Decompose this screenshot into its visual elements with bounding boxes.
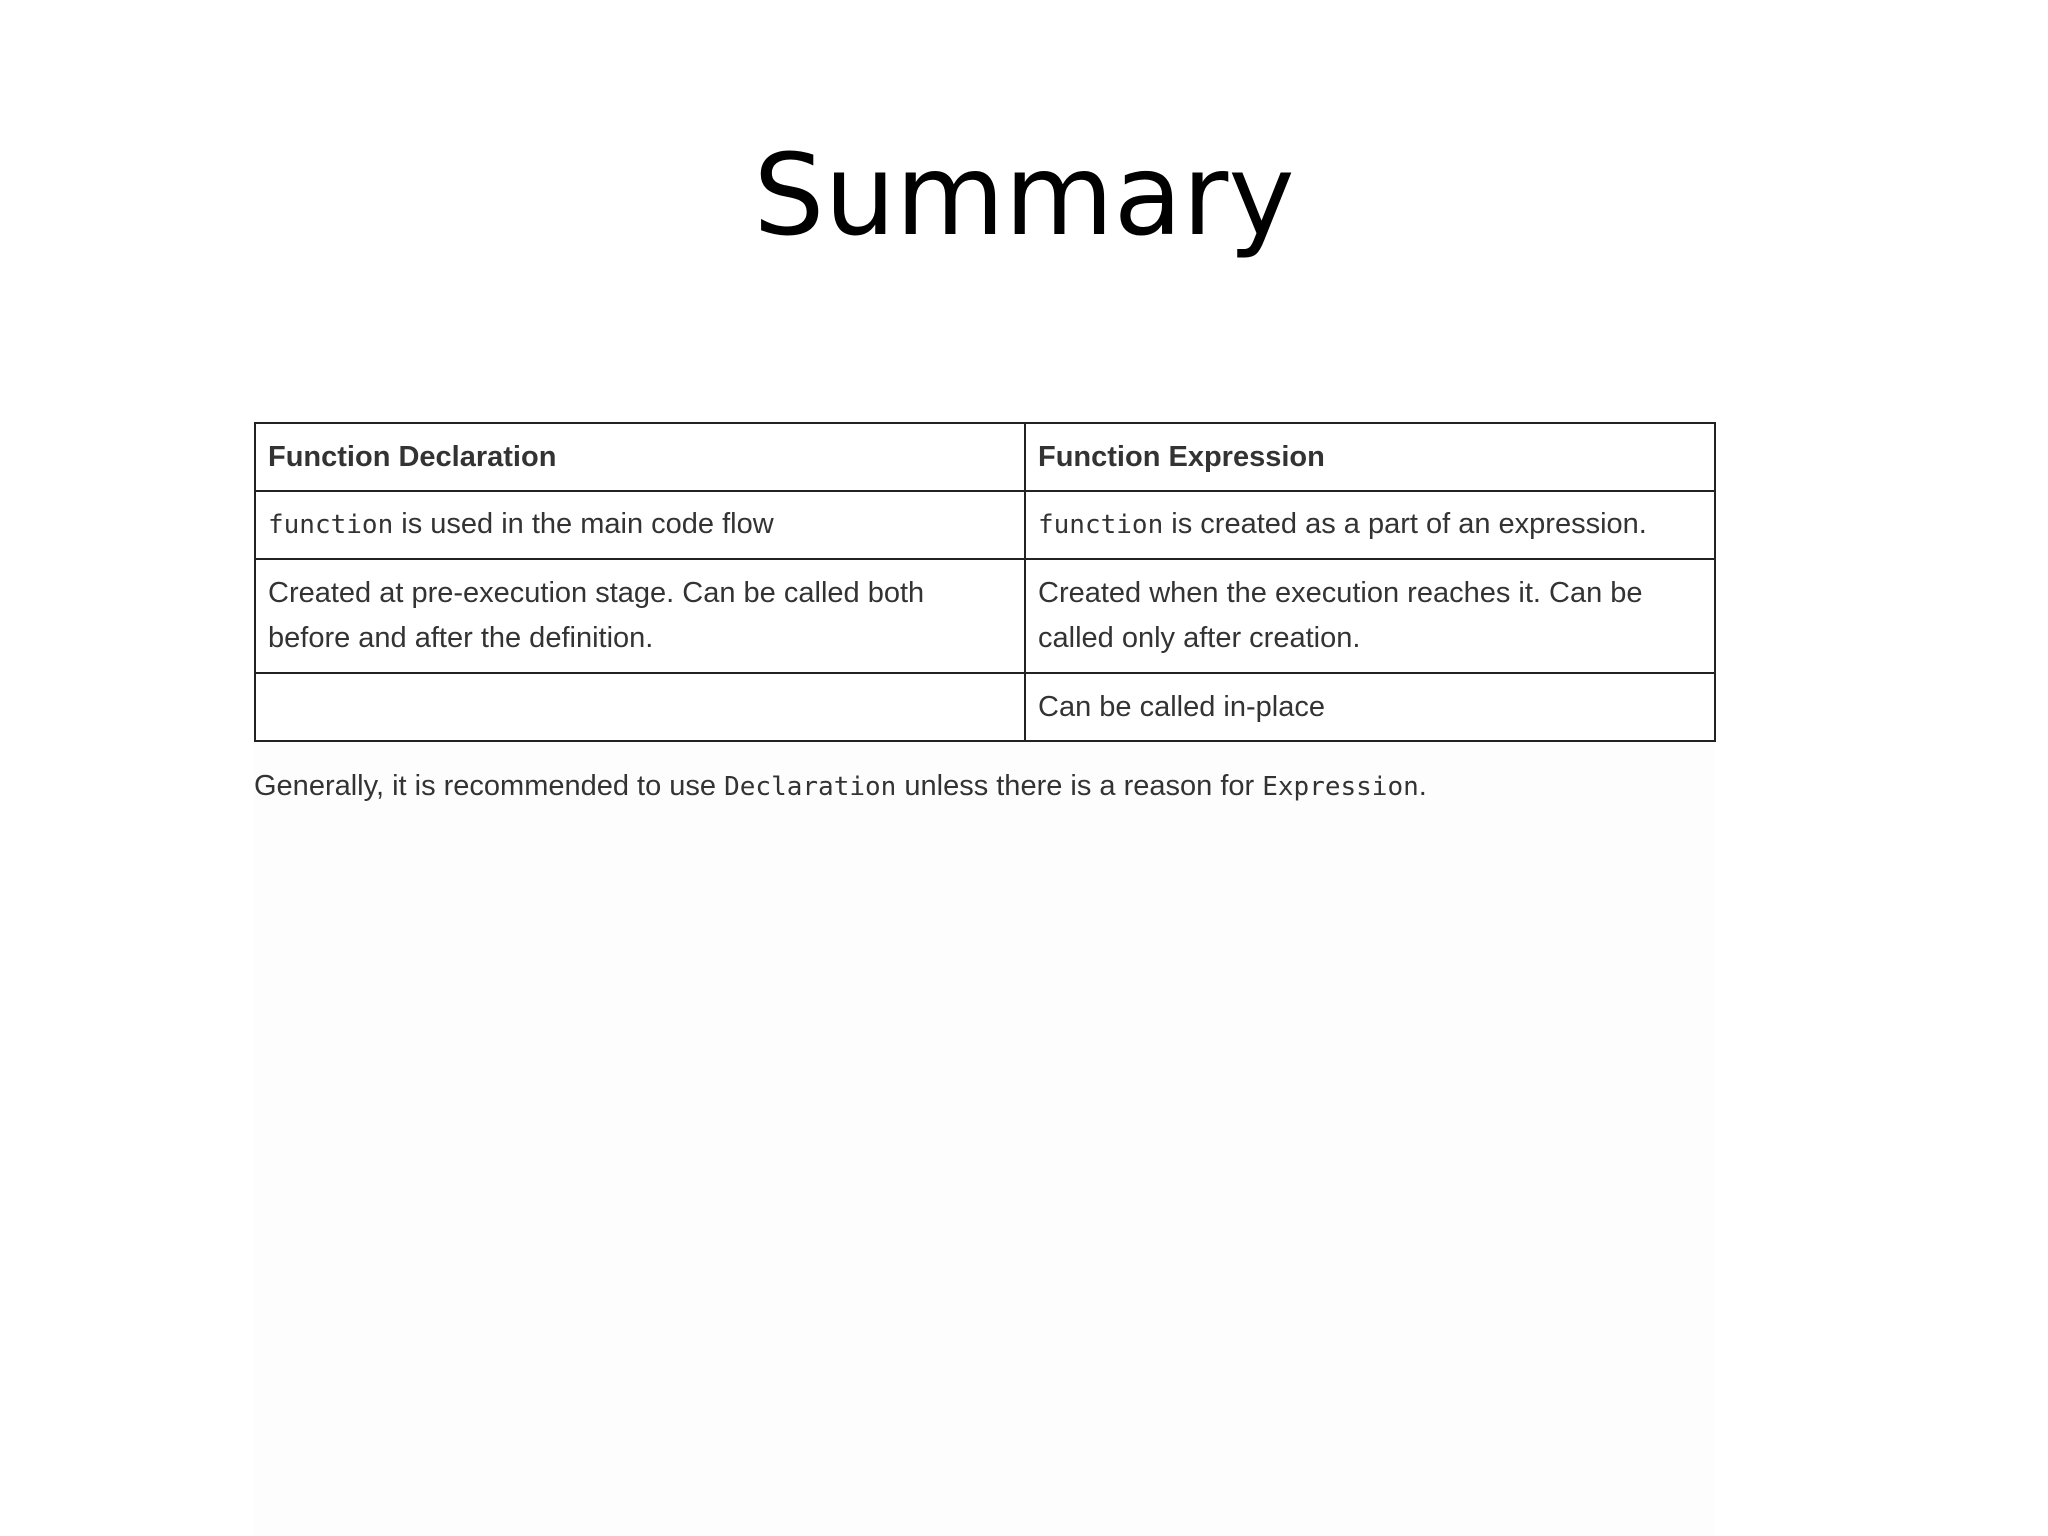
note-suffix: .: [1418, 770, 1427, 802]
comparison-table: [254, 422, 1716, 742]
slide-title: Summary: [753, 131, 1295, 261]
declaration-usage-cell: [255, 491, 1025, 559]
table-row: [255, 673, 1715, 741]
cell-text-line1: Created when the execution reaches it. Can be: [1038, 577, 1643, 609]
cell-text-line2: before and after the definition.: [268, 622, 654, 654]
note-middle: unless there is a reason for: [896, 770, 1263, 802]
declaration-empty-cell: [255, 673, 1025, 741]
recommendation-note: [254, 762, 1427, 811]
header-function-declaration: Function Declaration: [255, 423, 1025, 491]
code-declaration: Declaration: [724, 772, 897, 802]
code-expression: Expression: [1262, 772, 1419, 802]
table-row: [255, 559, 1715, 673]
cell-text: is used in the main code flow: [393, 508, 774, 540]
note-prefix: Generally, it is recommended to use: [254, 770, 725, 802]
code-keyword: function: [268, 510, 394, 540]
expression-timing-cell: [1025, 559, 1715, 673]
header-function-expression: Function Expression: [1025, 423, 1715, 491]
expression-inplace-cell: Can be called in-place: [1025, 673, 1715, 741]
cell-text-line2: called only after creation.: [1038, 622, 1361, 654]
declaration-timing-cell: [255, 559, 1025, 673]
code-keyword: function: [1038, 510, 1164, 540]
cell-text: is created as a part of an expression.: [1163, 508, 1647, 540]
expression-usage-cell: [1025, 491, 1715, 559]
table-header-row: [255, 423, 1715, 491]
table-row: [255, 491, 1715, 559]
cell-text-line1: Created at pre-execution stage. Can be called both: [268, 577, 925, 609]
